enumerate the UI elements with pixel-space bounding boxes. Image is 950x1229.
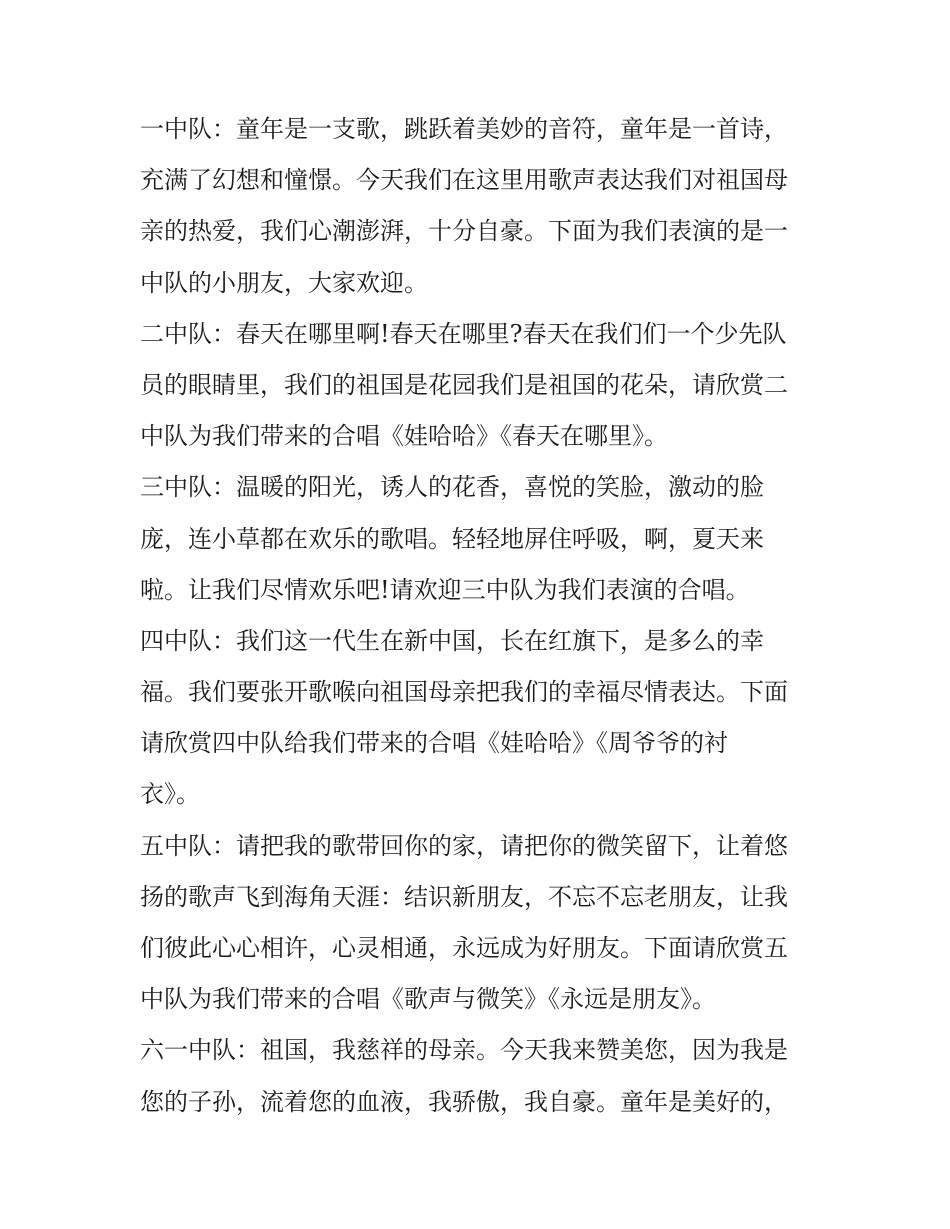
text-line: 扬的歌声飞到海角天涯：结识新朋友，不忘不忘老朋友，让我 [140, 882, 788, 911]
text-line: 一中队：童年是一支歌，跳跃着美妙的音符，童年是一首诗， [140, 115, 788, 143]
text-line: 您的子孙，流着您的血液，我骄傲，我自豪。童年是美好的， [140, 1087, 788, 1116]
text-line: 衣》。 [140, 780, 200, 809]
text-line: 庞，连小草都在欢乐的歌唱。轻轻地屏住呼吸，啊，夏天来 [140, 524, 764, 553]
text-line: 中队为我们带来的合唱《歌声与微笑》《永远是朋友》。 [140, 985, 716, 1014]
text-line: 中队的小朋友，大家欢迎。 [140, 268, 428, 297]
text-line: 五中队：请把我的歌带回你的家，请把你的微笑留下，让着悠 [140, 831, 788, 860]
text-line: 充满了幻想和憧憬。今天我们在这里用歌声表达我们对祖国母 [140, 166, 788, 195]
document-body [140, 104, 820, 1128]
text-line: 啦。让我们尽情欢乐吧!请欢迎三中队为我们表演的合唱。 [140, 575, 750, 604]
text-line: 二中队：春天在哪里啊!春天在哪里?春天在我们们一个少先队 [140, 319, 787, 348]
text-line: 请欣赏四中队给我们带来的合唱《娃哈哈》《周爷爷的衬 [140, 729, 728, 758]
text-line: 们彼此心心相许，心灵相通，永远成为好朋友。下面请欣赏五 [140, 934, 788, 962]
text-line: 六一中队：祖国，我慈祥的母亲。今天我来赞美您，因为我是 [140, 1036, 788, 1065]
text-line: 三中队：温暖的阳光，诱人的花香，喜悦的笑脸，激动的脸 [140, 473, 764, 502]
text-line: 亲的热爱，我们心潮澎湃，十分自豪。下面为我们表演的是一 [140, 217, 788, 246]
text-line: 员的眼睛里，我们的祖国是花园我们是祖国的花朵，请欣赏二 [140, 370, 788, 399]
text-line: 中队为我们带来的合唱《娃哈哈》《春天在哪里》。 [140, 422, 668, 451]
text-line: 四中队：我们这一代生在新中国，长在红旗下，是多么的幸 [140, 626, 764, 655]
text-line: 福。我们要张开歌喉向祖国母亲把我们的幸福尽情表达。下面 [140, 678, 788, 707]
